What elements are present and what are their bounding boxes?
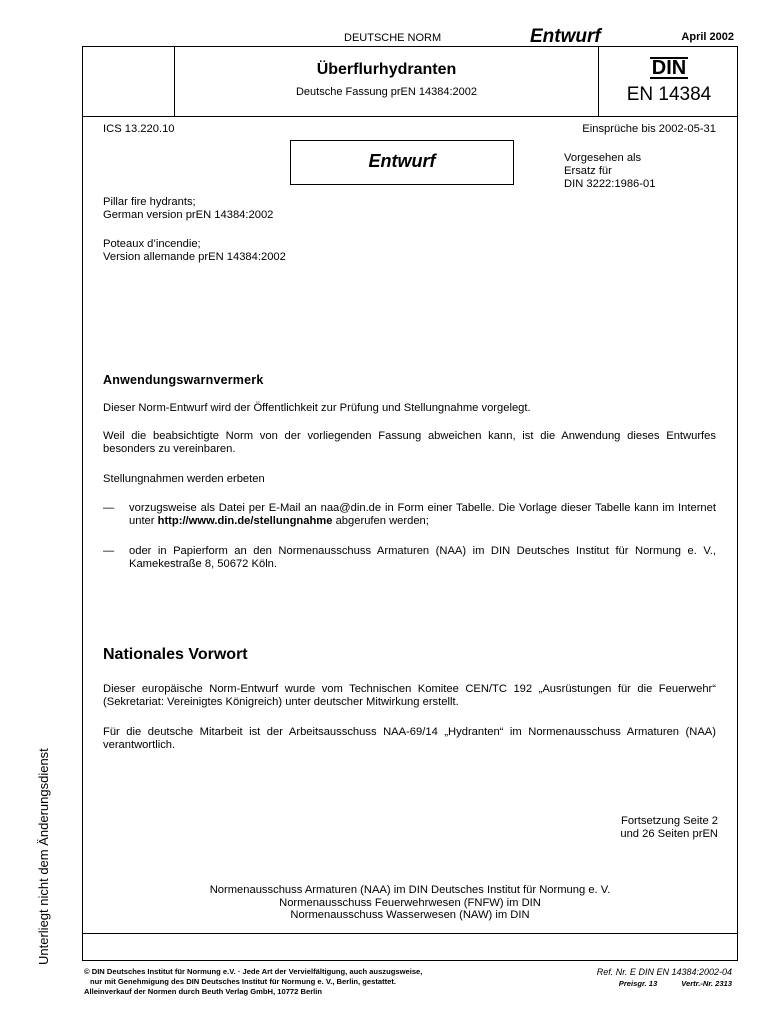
list-item-text: vorzugsweise als Datei per E-Mail an naa@din.de in Form einer Tabelle. Die Vorlage dieser Tabelle kann im Internet unter	[129, 502, 716, 527]
french-title-line: Version allemande prEN 14384:2002	[103, 251, 286, 263]
ausschuesse-block	[82, 884, 738, 922]
stellungnahme-link[interactable]: http://www.din.de/stellungnahme	[157, 515, 333, 527]
entwurf-label: Entwurf	[530, 26, 601, 47]
vorgesehen-line: Vorgesehen als	[564, 152, 642, 164]
document-title: Überflurhydranten	[316, 61, 457, 78]
fortsetzung-note	[620, 815, 718, 841]
ausschuss-line: Normenausschuss Feuerwehrwesen (FNFW) im DIN	[279, 896, 541, 909]
english-title	[103, 196, 273, 222]
price-info	[597, 978, 732, 989]
ausschuss-line: Normenausschuss Wasserwesen (NAW) im DIN	[290, 909, 530, 921]
vorwort-heading: Nationales Vorwort	[103, 646, 248, 663]
english-title-line: German version prEN 14384:2002	[103, 209, 274, 221]
header-table	[83, 47, 737, 117]
einsprueche-date: Einsprüche bis 2002-05-31	[582, 123, 716, 135]
vertrieb-number: Vertr.-Nr. 2313	[681, 979, 732, 988]
reference-footer	[597, 967, 732, 989]
list-item-email	[129, 502, 716, 528]
reference-number: Ref. Nr. E DIN EN 14384:2002-04	[596, 967, 732, 977]
fortsetzung-line: Fortsetzung Seite 2	[620, 815, 718, 827]
french-title	[103, 238, 286, 264]
header-title-cell	[175, 47, 599, 116]
list-item-text: abgerufen werden;	[332, 515, 429, 527]
standard-number: EN 14384	[626, 84, 712, 105]
header-standard-cell	[599, 47, 739, 116]
ausschuss-line: Normenausschuss Armaturen (NAA) im DIN Deutsches Institut für Normung e. V.	[209, 884, 611, 896]
header-empty-cell	[83, 47, 175, 116]
vorgesehen-line: Ersatz für	[564, 165, 612, 177]
copyright-footer	[84, 967, 422, 997]
list-dash: —	[103, 502, 115, 514]
price-group: Preisgr. 13	[618, 979, 658, 988]
list-dash: —	[103, 545, 115, 557]
vorgesehen-note	[564, 152, 655, 191]
entwurf-box: Entwurf	[290, 140, 514, 185]
warnvermerk-paragraph: Dieser Norm-Entwurf wird der Öffentlichkeit zur Prüfung und Stellungnahme vorgelegt.	[103, 402, 531, 414]
copyright-line: nur mit Genehmigung des DIN Deutsches Institut für Normung e. V., Berlin, gestattet.	[90, 977, 397, 986]
vorwort-paragraph: Für die deutsche Mitarbeit ist der Arbeitsausschuss NAA-69/14 „Hydranten“ im Normenausschuss Armaturen (NAA) verantwortlich.	[103, 726, 716, 751]
din-logo: DIN	[651, 57, 687, 79]
fortsetzung-line: und 26 Seiten prEN	[620, 828, 718, 840]
copyright-line: Alleinverkauf der Normen durch Beuth Verlag GmbH, 10772 Berlin	[84, 987, 323, 996]
vorwort-paragraph: Dieser europäische Norm-Entwurf wurde vom Technischen Komitee CEN/TC 192 „Ausrüstungen für die Feuerwehr“ (Sekretariat: Vereinigtes Königreich) unter deutscher Mitwirkung erstellt.	[103, 683, 716, 708]
copyright-line: © DIN Deutsches Institut für Normung e.V. · Jede Art der Vervielfältigung, auch auszugsweise,	[84, 967, 423, 976]
document-subtitle: Deutsche Fassung prEN 14384:2002	[295, 86, 477, 98]
french-title-line: Poteaux d’incendie;	[103, 238, 201, 250]
issue-date: April 2002	[681, 31, 734, 43]
english-title-line: Pillar fire hydrants;	[103, 196, 196, 208]
warnvermerk-heading: Anwendungswarnvermerk	[103, 373, 264, 387]
warnvermerk-paragraph: Weil die beabsichtigte Norm von der vorliegenden Fassung abweichen kann, ist die Anwendung dieses Entwurfes besonders zu vereinbaren.	[103, 430, 716, 455]
norm-label: DEUTSCHE NORM	[344, 32, 442, 44]
list-item-post: oder in Papierform an den Normenausschuss Armaturen (NAA) im DIN Deutsches Institut für Normung e. V., Kamekestraße 8, 50672 Köln.	[129, 545, 716, 570]
frame-bottom-band	[83, 933, 737, 960]
ics-code: ICS 13.220.10	[103, 123, 175, 135]
warnvermerk-paragraph: Stellungnahmen werden erbeten	[103, 473, 265, 485]
vorgesehen-line: DIN 3222:1986-01	[564, 178, 656, 190]
vertical-note: Unterliegt nicht dem Änderungsdienst	[36, 748, 51, 965]
